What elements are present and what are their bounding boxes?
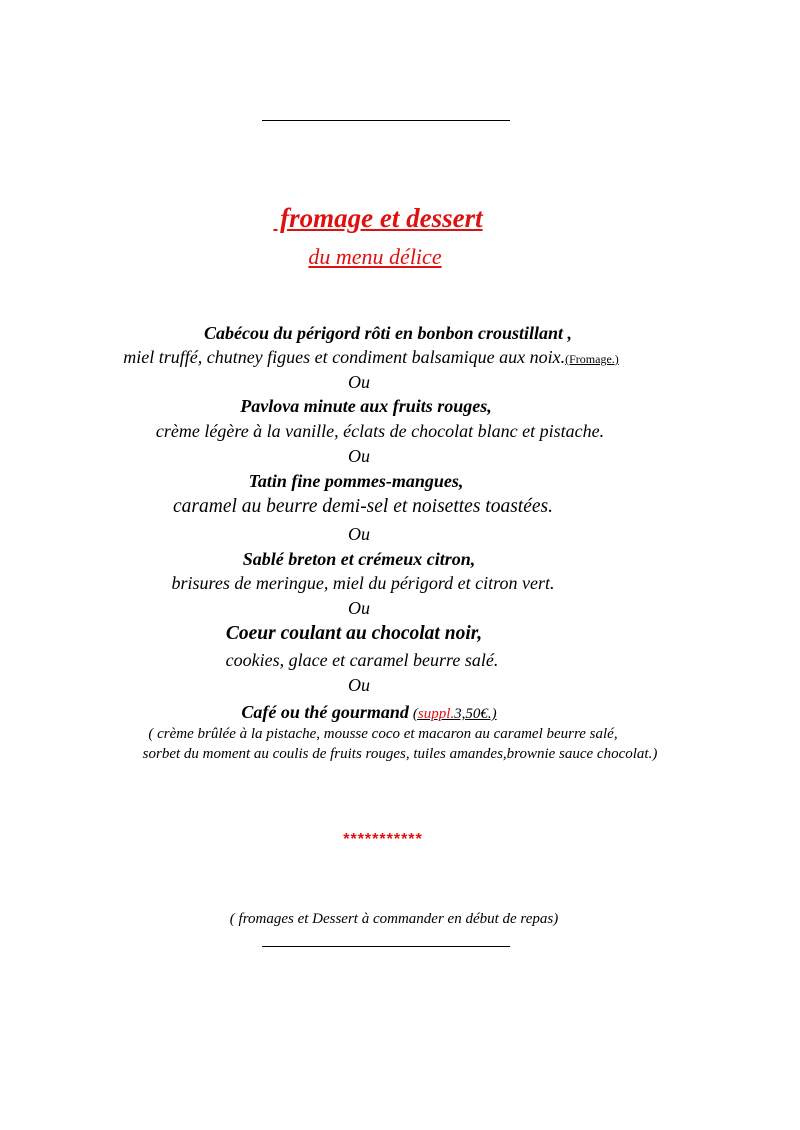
footer-note: ( fromages et Dessert à commander en début de repas) (229, 911, 559, 927)
item-cafe-supplement (413, 706, 497, 722)
separator-ou: Ou (348, 372, 370, 392)
item-pavlova-description: crème légère à la vanille, éclats de chocolat blanc et pistache. (155, 421, 605, 441)
item-cabecou-tag: (Fromage.) (565, 352, 619, 366)
bottom-rule (262, 946, 510, 947)
item-cafe-supplement-label: suppl. (417, 706, 455, 722)
item-cabecou-description (0, 347, 771, 368)
separator-ou: Ou (348, 446, 370, 466)
menu-subtitle: du menu délice (308, 244, 442, 269)
separator-ou: Ou (348, 598, 370, 618)
item-tatin-name: Tatin fine pommes-mangues, (248, 471, 464, 491)
item-cafe-gourmand (0, 702, 769, 723)
item-cafe-supplement-price: 3,50€.) (454, 706, 497, 722)
item-cafe-name: Café ou thé gourmand (241, 702, 409, 722)
item-cafe-supplement-open: ( (412, 706, 418, 722)
item-sable-name: Sablé breton et crémeux citron, (242, 549, 476, 569)
item-pavlova-name: Pavlova minute aux fruits rouges, (240, 396, 492, 416)
item-cafe-details-line1: ( crème brûlée à la pistache, mousse coco et macaron au caramel beurre salé, (148, 726, 618, 742)
item-cabecou-name: Cabécou du périgord rôti en bonbon croustillant , (203, 323, 573, 343)
item-cabecou-description-text: miel truffé, chutney figues et condiment balsamique aux noix. (123, 347, 566, 367)
menu-title: fromage et dessert (273, 203, 483, 233)
separator-ou: Ou (348, 675, 370, 695)
separator-ou: Ou (348, 524, 370, 544)
item-sable-description: brisures de meringue, miel du périgord et citron vert. (171, 573, 555, 593)
item-coeur-name: Coeur coulant au chocolat noir, (225, 623, 483, 644)
top-rule (262, 120, 510, 121)
item-coeur-description: cookies, glace et caramel beurre salé. (225, 650, 499, 670)
stars-divider: *********** (343, 831, 423, 848)
item-tatin-description: caramel au beurre demi-sel et noisettes toastées. (173, 496, 553, 517)
item-cafe-details-line2: sorbet du moment au coulis de fruits rouges, tuiles amandes,brownie sauce chocolat.) (142, 746, 658, 762)
